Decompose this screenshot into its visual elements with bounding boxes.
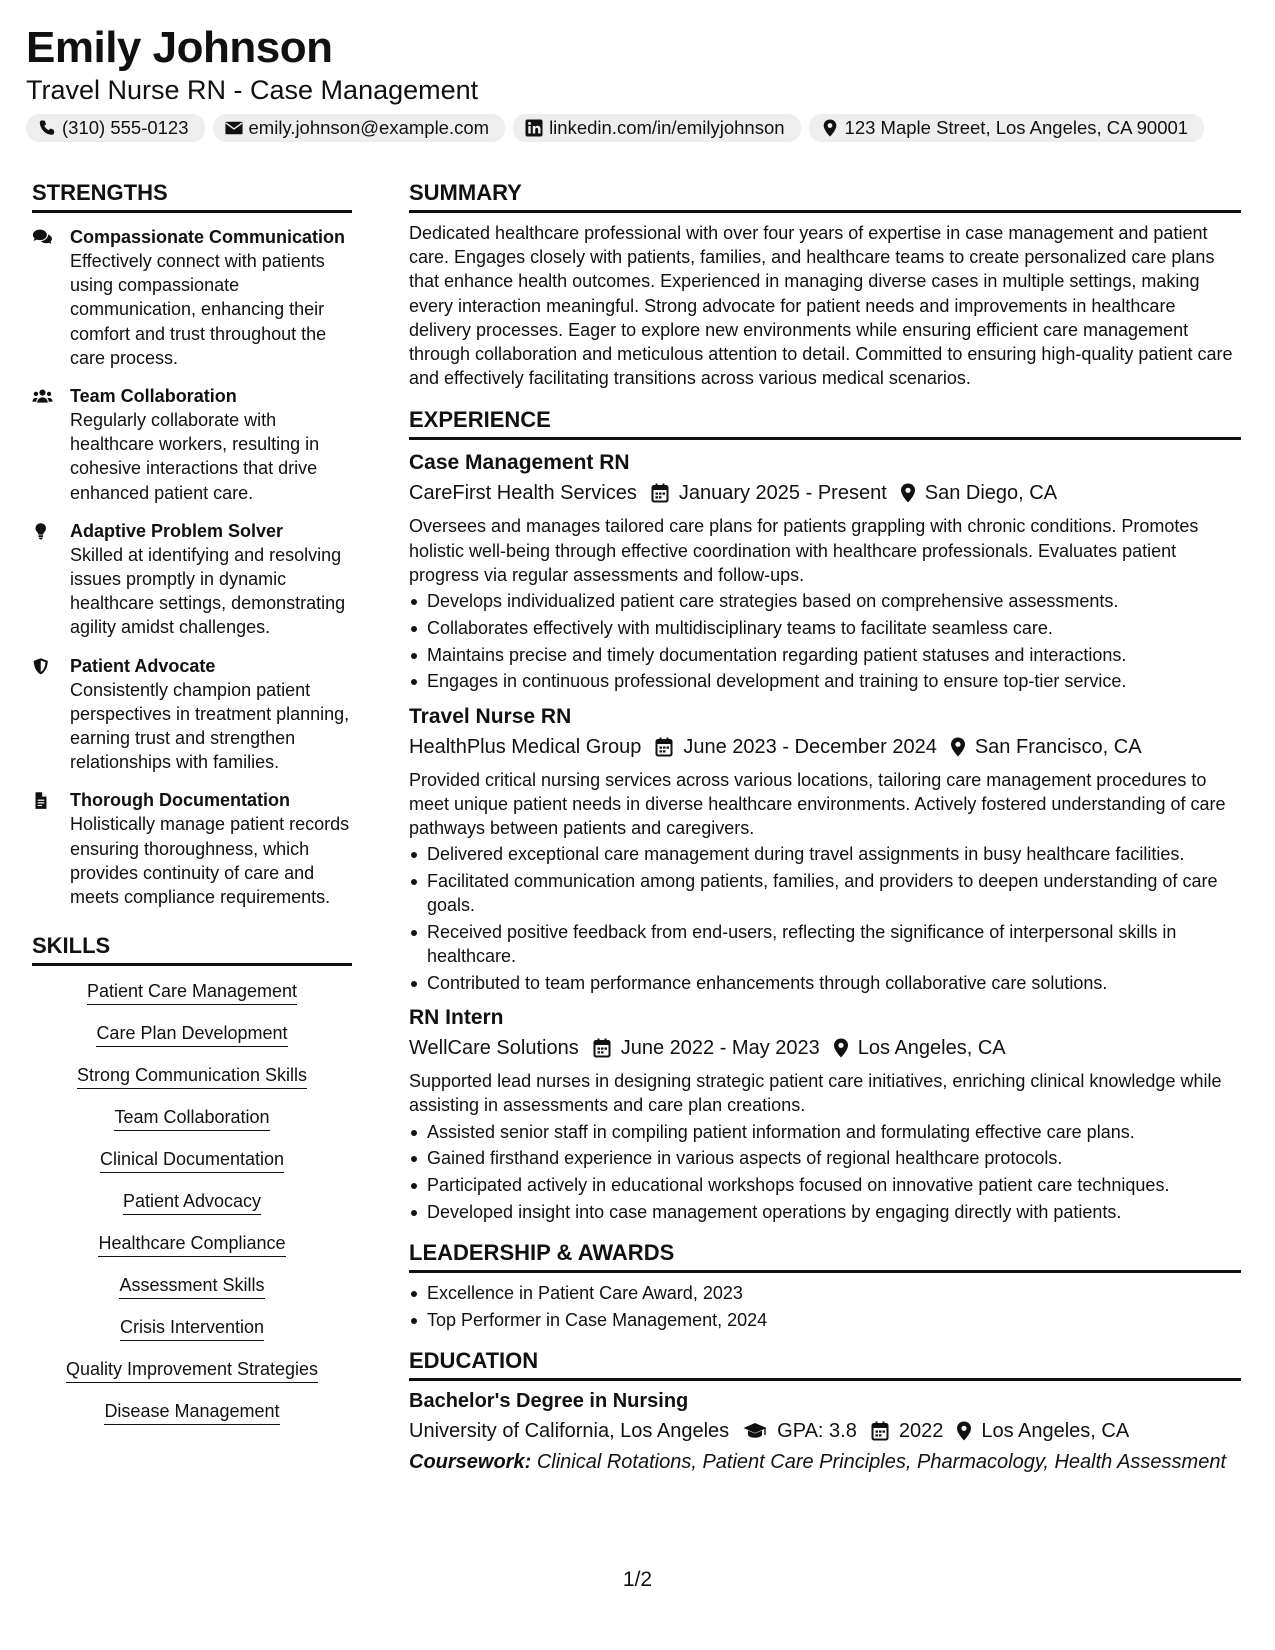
coursework-text: Clinical Rotations, Patient Care Principles, Pharmacology, Health Assessment (536, 1451, 1227, 1474)
phone-icon (38, 119, 56, 137)
linkedin-chip[interactable] (513, 114, 800, 142)
job-dates: June 2022 - May 2023 (620, 1037, 820, 1060)
job-description: Provided critical nursing services across various locations, tailoring care management procedures to meet unique patient needs in diverse healthcare environments. Actively fostered understanding of care pathways between patients and caregivers. (409, 769, 1226, 839)
skill-item: Care Plan Development (96, 1022, 287, 1047)
skill-item: Crisis Intervention (120, 1316, 264, 1341)
job-company: CareFirst Health Services (409, 482, 637, 505)
phone-chip[interactable] (26, 114, 205, 142)
leadership-list (409, 1281, 1241, 1332)
strength-item (32, 384, 352, 505)
strength-title: Compassionate Communication (70, 227, 346, 247)
bullet-item: Develops individualized patient care strategies based on comprehensive assessments. (409, 589, 1241, 613)
summary-text: Dedicated healthcare professional with over four years of expertise in case management and patient care. Engages closely with patients, families, and healthcare teams to create personalized care plans that enhance health outcomes. Experienced in managing diverse cases in multiple settings, making every interaction meaningful. Strong advocate for patient needs and improvements in healthcare delivery processes. Eager to explore new environments while ensuring efficient care management through collaboration and meticulous attention to detail. Committed to ensuring high-quality patient care and effectively facilitating transitions across various medical scenarios. (409, 223, 1233, 389)
calendar-icon (655, 737, 673, 757)
job-meta (409, 478, 1241, 508)
comments-icon (32, 228, 53, 247)
candidate-name: Emily Johnson (26, 23, 333, 72)
job-location: Los Angeles, CA (857, 1037, 1006, 1060)
bullet-item: Received positive feedback from end-users, reflecting the significance of interpersonal skills in healthcare. (409, 920, 1241, 968)
map-pin-icon (821, 119, 839, 137)
award-item: Top Performer in Case Management, 2024 (409, 1308, 1241, 1332)
job-description: Oversees and manages tailored care plans for patients grappling with chronic conditions. Promotes holistic well-being through effective coordination with healthcare professionals. Evaluates patient progress via regular assessments and follow-ups. (409, 516, 1199, 585)
job-bullets (409, 842, 1241, 995)
bullet-item: Participated actively in educational workshops focused on innovative patient care techniques. (409, 1173, 1241, 1197)
strength-item (32, 788, 352, 909)
bullet-item: Engages in continuous professional development and training to ensure top-tier service. (409, 669, 1241, 693)
bullet-item: Facilitated communication among patients, families, and providers to deepen understanding of care goals. (409, 869, 1241, 917)
skill-item: Quality Improvement Strategies (66, 1358, 318, 1383)
skills-list (32, 980, 352, 1442)
skill-item: Clinical Documentation (100, 1148, 284, 1173)
strengths-heading: STRENGTHS (32, 178, 352, 213)
phone-text: (310) 555-0123 (62, 117, 189, 138)
map-pin-icon (899, 483, 917, 503)
bullet-item: Maintains precise and timely documentation regarding patient statuses and interactions. (409, 643, 1241, 667)
job-bullets (409, 589, 1241, 694)
strength-title: Team Collaboration (70, 386, 237, 407)
job-company: HealthPlus Medical Group (409, 735, 642, 758)
job-meta (409, 1033, 1241, 1063)
bullet-item: Developed insight into case management operations by engaging directly with patients. (409, 1200, 1241, 1224)
calendar-icon (593, 1038, 611, 1058)
skill-item: Healthcare Compliance (98, 1232, 285, 1257)
job-title: Case Management RN (409, 451, 630, 475)
email-chip[interactable] (213, 114, 506, 142)
job-bullets (409, 1120, 1241, 1225)
strength-desc: Skilled at identifying and resolving issues promptly in dynamic healthcare settings, demonstrating agility amidst challenges. (70, 544, 346, 638)
left-column (32, 178, 352, 1442)
education-location: Los Angeles, CA (981, 1420, 1130, 1443)
envelope-icon (225, 119, 243, 137)
page-number: 1/2 (622, 1568, 653, 1591)
skills-heading: SKILLS (32, 931, 352, 966)
job-dates: June 2023 - December 2024 (683, 735, 937, 758)
strength-item (32, 654, 352, 775)
skill-item: Patient Advocacy (123, 1190, 261, 1215)
skill-item: Strong Communication Skills (77, 1064, 307, 1089)
users-icon (32, 387, 53, 406)
job-title: Travel Nurse RN (409, 704, 572, 728)
job-location: San Francisco, CA (974, 735, 1142, 758)
contact-bar (26, 114, 1246, 142)
education-school: University of California, Los Angeles (409, 1420, 730, 1443)
shield-icon (32, 657, 53, 676)
skill-item: Disease Management (104, 1400, 279, 1425)
map-pin-icon (955, 1421, 973, 1441)
resume-header (26, 22, 1246, 142)
map-pin-icon (949, 737, 967, 757)
summary-heading: SUMMARY (409, 178, 1241, 213)
job-entry (409, 449, 1241, 693)
job-entry (409, 703, 1241, 996)
job-company: WellCare Solutions (409, 1037, 579, 1060)
bullet-item: Assisted senior staff in compiling patient information and formulating effective care plans. (409, 1120, 1241, 1144)
strength-desc: Consistently champion patient perspectives in treatment planning, earning trust and strengthen relationships with families. (70, 679, 350, 773)
job-description: Supported lead nurses in designing strategic patient care initiatives, enriching clinical knowledge while assisting in assessments and care plan creations. (409, 1071, 1222, 1116)
strength-item (32, 225, 352, 370)
graduation-cap-icon (743, 1421, 767, 1441)
strength-item (32, 519, 352, 640)
education-gpa: GPA: 3.8 (777, 1420, 857, 1443)
candidate-title: Travel Nurse RN - Case Management (26, 75, 479, 105)
strength-desc: Effectively connect with patients using compassionate communication, enhancing their comfort and trust throughout the care process. (70, 251, 327, 368)
education-degree: Bachelor's Degree in Nursing (409, 1390, 689, 1413)
address-text: 123 Maple Street, Los Angeles, CA 90001 (844, 117, 1189, 138)
strength-desc: Holistically manage patient records ensuring thoroughness, which provides continuity of care and meets compliance requirements. (70, 814, 350, 908)
skill-item: Assessment Skills (119, 1274, 264, 1299)
bullet-item: Collaborates effectively with multidisciplinary teams to facilitate seamless care. (409, 616, 1241, 640)
job-location: San Diego, CA (924, 482, 1058, 505)
job-meta (409, 732, 1241, 762)
education-year: 2022 (898, 1420, 944, 1443)
bullet-item: Gained firsthand experience in various aspects of regional healthcare protocols. (409, 1146, 1241, 1170)
lightbulb-icon (32, 522, 53, 541)
leadership-heading: LEADERSHIP & AWARDS (409, 1238, 1241, 1273)
calendar-icon (871, 1421, 889, 1441)
map-pin-icon (832, 1038, 850, 1058)
award-item: Excellence in Patient Care Award, 2023 (409, 1281, 1241, 1305)
email-text: emily.johnson@example.com (248, 117, 490, 138)
strength-title: Adaptive Problem Solver (70, 520, 284, 541)
experience-heading: EXPERIENCE (409, 405, 1241, 440)
right-column (409, 178, 1241, 1476)
strength-title: Patient Advocate (70, 655, 216, 676)
skill-item: Patient Care Management (87, 980, 297, 1005)
coursework-label: Coursework: (409, 1451, 532, 1474)
skill-item: Team Collaboration (114, 1106, 269, 1131)
job-entry (409, 1004, 1241, 1224)
job-title: RN Intern (409, 1006, 504, 1030)
strengths-list (32, 225, 352, 909)
linkedin-text: linkedin.com/in/emilyjohnson (549, 117, 785, 138)
coursework (409, 1448, 1241, 1476)
job-dates: January 2025 - Present (678, 482, 887, 505)
address-chip[interactable] (809, 114, 1205, 142)
education-meta (409, 1416, 1241, 1446)
bullet-item: Contributed to team performance enhancements through collaborative care solutions. (409, 971, 1241, 995)
calendar-icon (651, 483, 669, 503)
linkedin-icon (525, 119, 543, 137)
bullet-item: Delivered exceptional care management during travel assignments in busy healthcare facilities. (409, 842, 1241, 866)
document-icon (32, 791, 53, 810)
strength-title: Thorough Documentation (70, 790, 290, 811)
education-heading: EDUCATION (409, 1346, 1241, 1381)
strength-desc: Regularly collaborate with healthcare workers, resulting in cohesive interactions that drive enhanced patient care. (70, 410, 320, 503)
